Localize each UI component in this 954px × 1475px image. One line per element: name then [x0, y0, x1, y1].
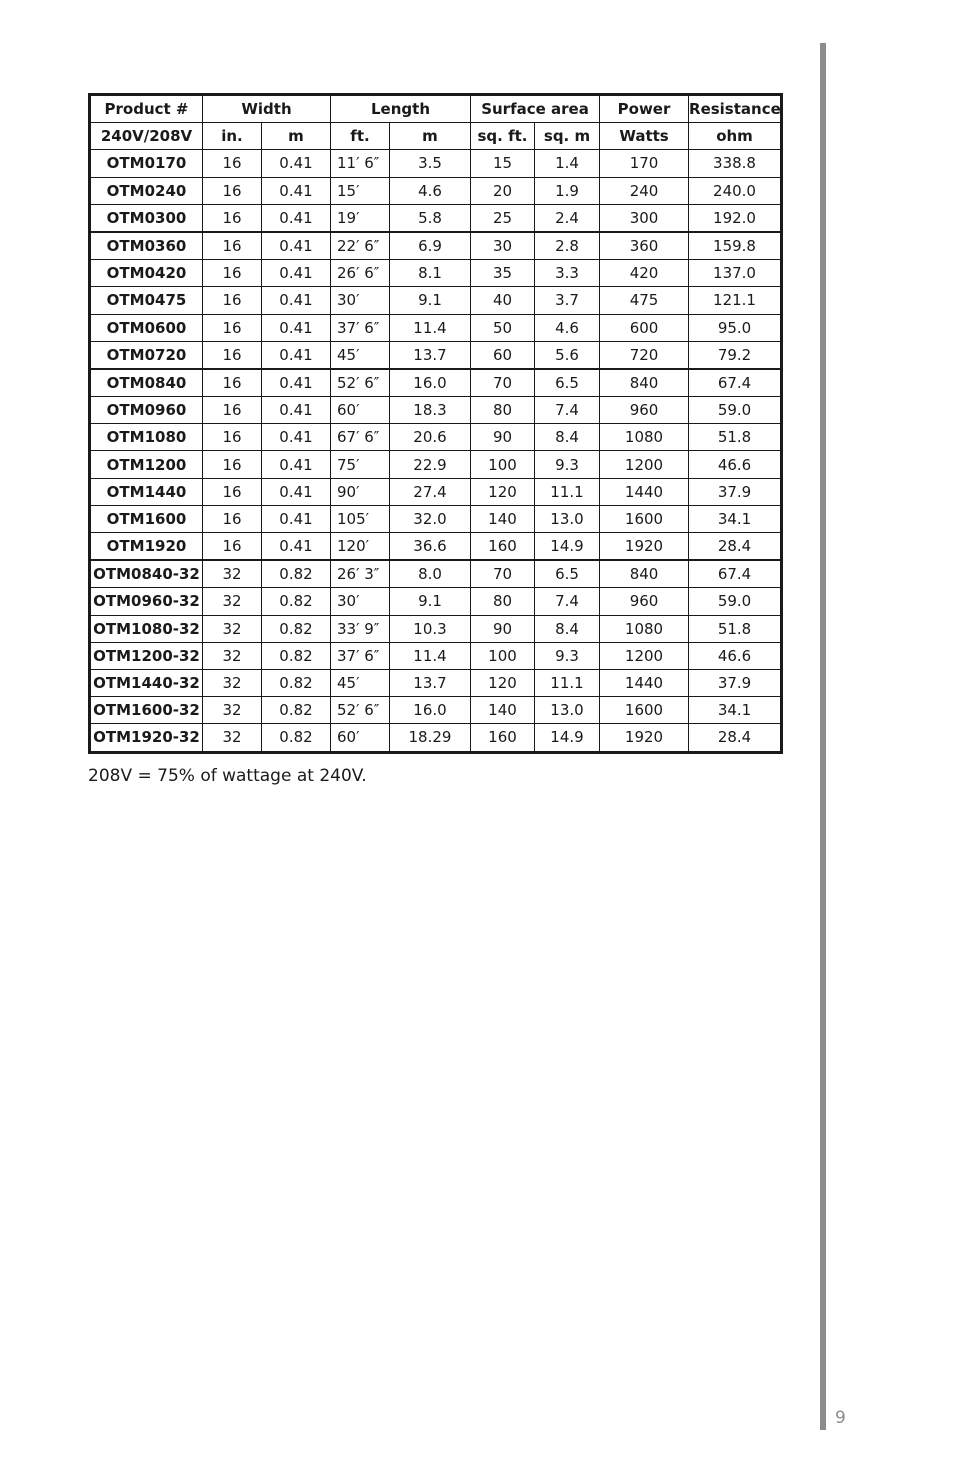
cell-product: OTM0960-32: [90, 588, 203, 615]
table-row: [90, 260, 782, 287]
cell-length-m: 13.7: [390, 669, 471, 696]
cell-length-m: 32.0: [390, 505, 471, 532]
cell-width-in: 16: [203, 451, 262, 478]
cell-width-in: 16: [203, 204, 262, 232]
cell-surface-sqft: 30: [471, 232, 535, 260]
header-row-2: [90, 123, 782, 150]
cell-length-m: 16.0: [390, 697, 471, 724]
cell-width-m: 0.82: [262, 724, 331, 752]
page-margin-bar: [820, 43, 826, 1430]
cell-surface-sqft: 120: [471, 478, 535, 505]
cell-surface-sqft: 140: [471, 697, 535, 724]
cell-surface-sqm: 3.3: [535, 260, 600, 287]
cell-width-in: 16: [203, 177, 262, 204]
cell-product: OTM1440-32: [90, 669, 203, 696]
cell-width-in: 16: [203, 287, 262, 314]
cell-watts: 360: [600, 232, 689, 260]
cell-ohm: 338.8: [689, 150, 782, 177]
cell-width-in: 32: [203, 697, 262, 724]
table-row: [90, 724, 782, 752]
cell-width-m: 0.41: [262, 397, 331, 424]
cell-product: OTM0840: [90, 369, 203, 397]
table-row: [90, 505, 782, 532]
cell-surface-sqm: 2.4: [535, 204, 600, 232]
cell-length-m: 5.8: [390, 204, 471, 232]
cell-length-ft: 67′ 6″: [331, 424, 390, 451]
cell-length-ft: 22′ 6″: [331, 232, 390, 260]
cell-width-m: 0.41: [262, 478, 331, 505]
cell-surface-sqft: 160: [471, 724, 535, 752]
cell-product: OTM0170: [90, 150, 203, 177]
cell-product: OTM0475: [90, 287, 203, 314]
cell-surface-sqm: 2.8: [535, 232, 600, 260]
cell-length-ft: 15′: [331, 177, 390, 204]
cell-width-m: 0.41: [262, 150, 331, 177]
cell-ohm: 95.0: [689, 314, 782, 341]
header-surface-sqm: sq. m: [535, 123, 600, 150]
table-row: [90, 177, 782, 204]
header-width-in: in.: [203, 123, 262, 150]
header-width: Width: [203, 95, 331, 123]
cell-watts: 720: [600, 341, 689, 369]
cell-length-m: 13.7: [390, 341, 471, 369]
cell-length-m: 27.4: [390, 478, 471, 505]
table-row: [90, 424, 782, 451]
cell-surface-sqft: 70: [471, 369, 535, 397]
cell-product: OTM1600: [90, 505, 203, 532]
cell-surface-sqft: 90: [471, 424, 535, 451]
cell-product: OTM1200-32: [90, 642, 203, 669]
cell-length-ft: 26′ 3″: [331, 560, 390, 588]
cell-length-ft: 45′: [331, 341, 390, 369]
table-row: [90, 397, 782, 424]
cell-surface-sqm: 6.5: [535, 369, 600, 397]
cell-watts: 1600: [600, 505, 689, 532]
cell-length-ft: 52′ 6″: [331, 697, 390, 724]
cell-ohm: 67.4: [689, 560, 782, 588]
header-row-1: [90, 95, 782, 123]
cell-width-m: 0.41: [262, 260, 331, 287]
cell-length-ft: 52′ 6″: [331, 369, 390, 397]
table-row: [90, 697, 782, 724]
cell-width-m: 0.41: [262, 505, 331, 532]
cell-watts: 1920: [600, 724, 689, 752]
cell-surface-sqft: 20: [471, 177, 535, 204]
cell-watts: 1080: [600, 424, 689, 451]
cell-length-ft: 45′: [331, 669, 390, 696]
table-row: [90, 287, 782, 314]
cell-product: OTM0960: [90, 397, 203, 424]
cell-width-m: 0.41: [262, 177, 331, 204]
cell-surface-sqft: 35: [471, 260, 535, 287]
cell-length-ft: 30′: [331, 287, 390, 314]
table-row: [90, 314, 782, 341]
cell-surface-sqft: 160: [471, 533, 535, 561]
cell-length-ft: 37′ 6″: [331, 314, 390, 341]
cell-width-in: 32: [203, 615, 262, 642]
cell-surface-sqft: 80: [471, 588, 535, 615]
table-row: [90, 669, 782, 696]
cell-ohm: 34.1: [689, 505, 782, 532]
cell-length-m: 6.9: [390, 232, 471, 260]
cell-surface-sqm: 9.3: [535, 451, 600, 478]
cell-width-in: 16: [203, 341, 262, 369]
cell-watts: 170: [600, 150, 689, 177]
cell-width-m: 0.41: [262, 232, 331, 260]
cell-width-in: 32: [203, 642, 262, 669]
table-row: [90, 150, 782, 177]
cell-surface-sqft: 80: [471, 397, 535, 424]
cell-width-in: 32: [203, 560, 262, 588]
cell-length-m: 4.6: [390, 177, 471, 204]
cell-length-ft: 37′ 6″: [331, 642, 390, 669]
cell-surface-sqm: 11.1: [535, 478, 600, 505]
cell-length-ft: 30′: [331, 588, 390, 615]
cell-length-m: 18.29: [390, 724, 471, 752]
table-row: [90, 451, 782, 478]
cell-surface-sqm: 6.5: [535, 560, 600, 588]
cell-ohm: 34.1: [689, 697, 782, 724]
cell-ohm: 28.4: [689, 724, 782, 752]
cell-watts: 960: [600, 588, 689, 615]
cell-ohm: 46.6: [689, 642, 782, 669]
table-row: [90, 204, 782, 232]
header-product: Product #: [90, 95, 203, 123]
cell-surface-sqm: 13.0: [535, 697, 600, 724]
cell-watts: 600: [600, 314, 689, 341]
cell-width-in: 16: [203, 232, 262, 260]
header-length: Length: [331, 95, 471, 123]
cell-product: OTM1200: [90, 451, 203, 478]
cell-width-m: 0.41: [262, 451, 331, 478]
cell-watts: 1080: [600, 615, 689, 642]
header-voltage: 240V/208V: [90, 123, 203, 150]
cell-length-m: 9.1: [390, 287, 471, 314]
cell-width-m: 0.41: [262, 341, 331, 369]
cell-length-ft: 120′: [331, 533, 390, 561]
cell-ohm: 192.0: [689, 204, 782, 232]
cell-width-m: 0.41: [262, 424, 331, 451]
cell-length-m: 11.4: [390, 642, 471, 669]
cell-surface-sqft: 60: [471, 341, 535, 369]
cell-length-m: 8.1: [390, 260, 471, 287]
table-row: [90, 560, 782, 588]
header-width-m: m: [262, 123, 331, 150]
cell-width-in: 16: [203, 397, 262, 424]
cell-watts: 1440: [600, 478, 689, 505]
cell-width-m: 0.41: [262, 369, 331, 397]
table-row: [90, 642, 782, 669]
cell-surface-sqft: 25: [471, 204, 535, 232]
cell-width-in: 32: [203, 588, 262, 615]
cell-ohm: 37.9: [689, 669, 782, 696]
cell-surface-sqm: 8.4: [535, 615, 600, 642]
cell-watts: 1200: [600, 642, 689, 669]
cell-width-m: 0.82: [262, 615, 331, 642]
cell-surface-sqm: 14.9: [535, 724, 600, 752]
cell-length-ft: 60′: [331, 397, 390, 424]
cell-product: OTM0240: [90, 177, 203, 204]
cell-length-ft: 19′: [331, 204, 390, 232]
specification-table: [88, 93, 783, 754]
table-row: [90, 478, 782, 505]
cell-product: OTM1920: [90, 533, 203, 561]
cell-width-m: 0.82: [262, 588, 331, 615]
cell-watts: 240: [600, 177, 689, 204]
cell-length-m: 22.9: [390, 451, 471, 478]
cell-watts: 840: [600, 560, 689, 588]
cell-product: OTM0840-32: [90, 560, 203, 588]
cell-length-m: 9.1: [390, 588, 471, 615]
cell-width-in: 16: [203, 260, 262, 287]
cell-length-m: 20.6: [390, 424, 471, 451]
cell-ohm: 59.0: [689, 397, 782, 424]
cell-width-in: 32: [203, 669, 262, 696]
cell-width-in: 16: [203, 369, 262, 397]
cell-ohm: 79.2: [689, 341, 782, 369]
cell-ohm: 28.4: [689, 533, 782, 561]
cell-product: OTM0720: [90, 341, 203, 369]
cell-surface-sqm: 5.6: [535, 341, 600, 369]
header-length-m: m: [390, 123, 471, 150]
cell-surface-sqm: 1.4: [535, 150, 600, 177]
cell-length-m: 16.0: [390, 369, 471, 397]
cell-width-in: 16: [203, 478, 262, 505]
cell-length-ft: 11′ 6″: [331, 150, 390, 177]
cell-ohm: 67.4: [689, 369, 782, 397]
header-resistance: Resistance: [689, 95, 782, 123]
cell-product: OTM0420: [90, 260, 203, 287]
cell-length-m: 18.3: [390, 397, 471, 424]
cell-watts: 1200: [600, 451, 689, 478]
table-row: [90, 615, 782, 642]
cell-width-m: 0.82: [262, 642, 331, 669]
cell-product: OTM1440: [90, 478, 203, 505]
cell-length-ft: 90′: [331, 478, 390, 505]
cell-surface-sqft: 40: [471, 287, 535, 314]
cell-surface-sqm: 14.9: [535, 533, 600, 561]
cell-watts: 1600: [600, 697, 689, 724]
cell-watts: 960: [600, 397, 689, 424]
header-power: Power: [600, 95, 689, 123]
cell-length-m: 10.3: [390, 615, 471, 642]
cell-ohm: 46.6: [689, 451, 782, 478]
cell-surface-sqft: 100: [471, 642, 535, 669]
cell-surface-sqm: 7.4: [535, 397, 600, 424]
cell-length-ft: 105′: [331, 505, 390, 532]
cell-product: OTM1080-32: [90, 615, 203, 642]
cell-watts: 1920: [600, 533, 689, 561]
cell-ohm: 37.9: [689, 478, 782, 505]
cell-ohm: 137.0: [689, 260, 782, 287]
cell-watts: 300: [600, 204, 689, 232]
header-length-ft: ft.: [331, 123, 390, 150]
cell-length-ft: 33′ 9″: [331, 615, 390, 642]
cell-product: OTM1080: [90, 424, 203, 451]
cell-product: OTM0600: [90, 314, 203, 341]
cell-surface-sqft: 15: [471, 150, 535, 177]
cell-ohm: 51.8: [689, 424, 782, 451]
cell-surface-sqm: 8.4: [535, 424, 600, 451]
cell-surface-sqft: 100: [471, 451, 535, 478]
cell-length-ft: 26′ 6″: [331, 260, 390, 287]
cell-product: OTM1600-32: [90, 697, 203, 724]
page-number: 9: [835, 1408, 846, 1428]
cell-width-m: 0.41: [262, 314, 331, 341]
cell-surface-sqft: 140: [471, 505, 535, 532]
table-row: [90, 341, 782, 369]
cell-length-ft: 60′: [331, 724, 390, 752]
cell-ohm: 121.1: [689, 287, 782, 314]
header-surface-area: Surface area: [471, 95, 600, 123]
cell-length-m: 3.5: [390, 150, 471, 177]
cell-width-m: 0.41: [262, 287, 331, 314]
header-surface-sqft: sq. ft.: [471, 123, 535, 150]
cell-width-in: 16: [203, 150, 262, 177]
cell-watts: 840: [600, 369, 689, 397]
cell-width-m: 0.82: [262, 697, 331, 724]
cell-ohm: 240.0: [689, 177, 782, 204]
table-row: [90, 369, 782, 397]
cell-length-ft: 75′: [331, 451, 390, 478]
header-ohm: ohm: [689, 123, 782, 150]
cell-product: OTM1920-32: [90, 724, 203, 752]
cell-width-m: 0.41: [262, 533, 331, 561]
cell-width-in: 16: [203, 533, 262, 561]
cell-width-m: 0.82: [262, 560, 331, 588]
cell-surface-sqm: 4.6: [535, 314, 600, 341]
cell-product: OTM0300: [90, 204, 203, 232]
cell-surface-sqft: 120: [471, 669, 535, 696]
table-body: [90, 150, 782, 752]
table-row: [90, 533, 782, 561]
cell-surface-sqm: 7.4: [535, 588, 600, 615]
cell-width-in: 16: [203, 505, 262, 532]
cell-watts: 1440: [600, 669, 689, 696]
cell-width-in: 16: [203, 424, 262, 451]
cell-length-m: 8.0: [390, 560, 471, 588]
cell-product: OTM0360: [90, 232, 203, 260]
cell-surface-sqm: 13.0: [535, 505, 600, 532]
cell-length-m: 11.4: [390, 314, 471, 341]
table-row: [90, 588, 782, 615]
cell-watts: 475: [600, 287, 689, 314]
cell-surface-sqm: 1.9: [535, 177, 600, 204]
cell-ohm: 59.0: [689, 588, 782, 615]
cell-width-m: 0.41: [262, 204, 331, 232]
header-watts: Watts: [600, 123, 689, 150]
cell-ohm: 51.8: [689, 615, 782, 642]
cell-surface-sqft: 90: [471, 615, 535, 642]
cell-ohm: 159.8: [689, 232, 782, 260]
table-row: [90, 232, 782, 260]
cell-surface-sqft: 50: [471, 314, 535, 341]
cell-watts: 420: [600, 260, 689, 287]
cell-length-m: 36.6: [390, 533, 471, 561]
cell-surface-sqm: 3.7: [535, 287, 600, 314]
footnote: 208V = 75% of wattage at 240V.: [88, 766, 367, 786]
cell-surface-sqm: 9.3: [535, 642, 600, 669]
cell-width-in: 16: [203, 314, 262, 341]
cell-surface-sqft: 70: [471, 560, 535, 588]
cell-width-in: 32: [203, 724, 262, 752]
cell-width-m: 0.82: [262, 669, 331, 696]
cell-surface-sqm: 11.1: [535, 669, 600, 696]
